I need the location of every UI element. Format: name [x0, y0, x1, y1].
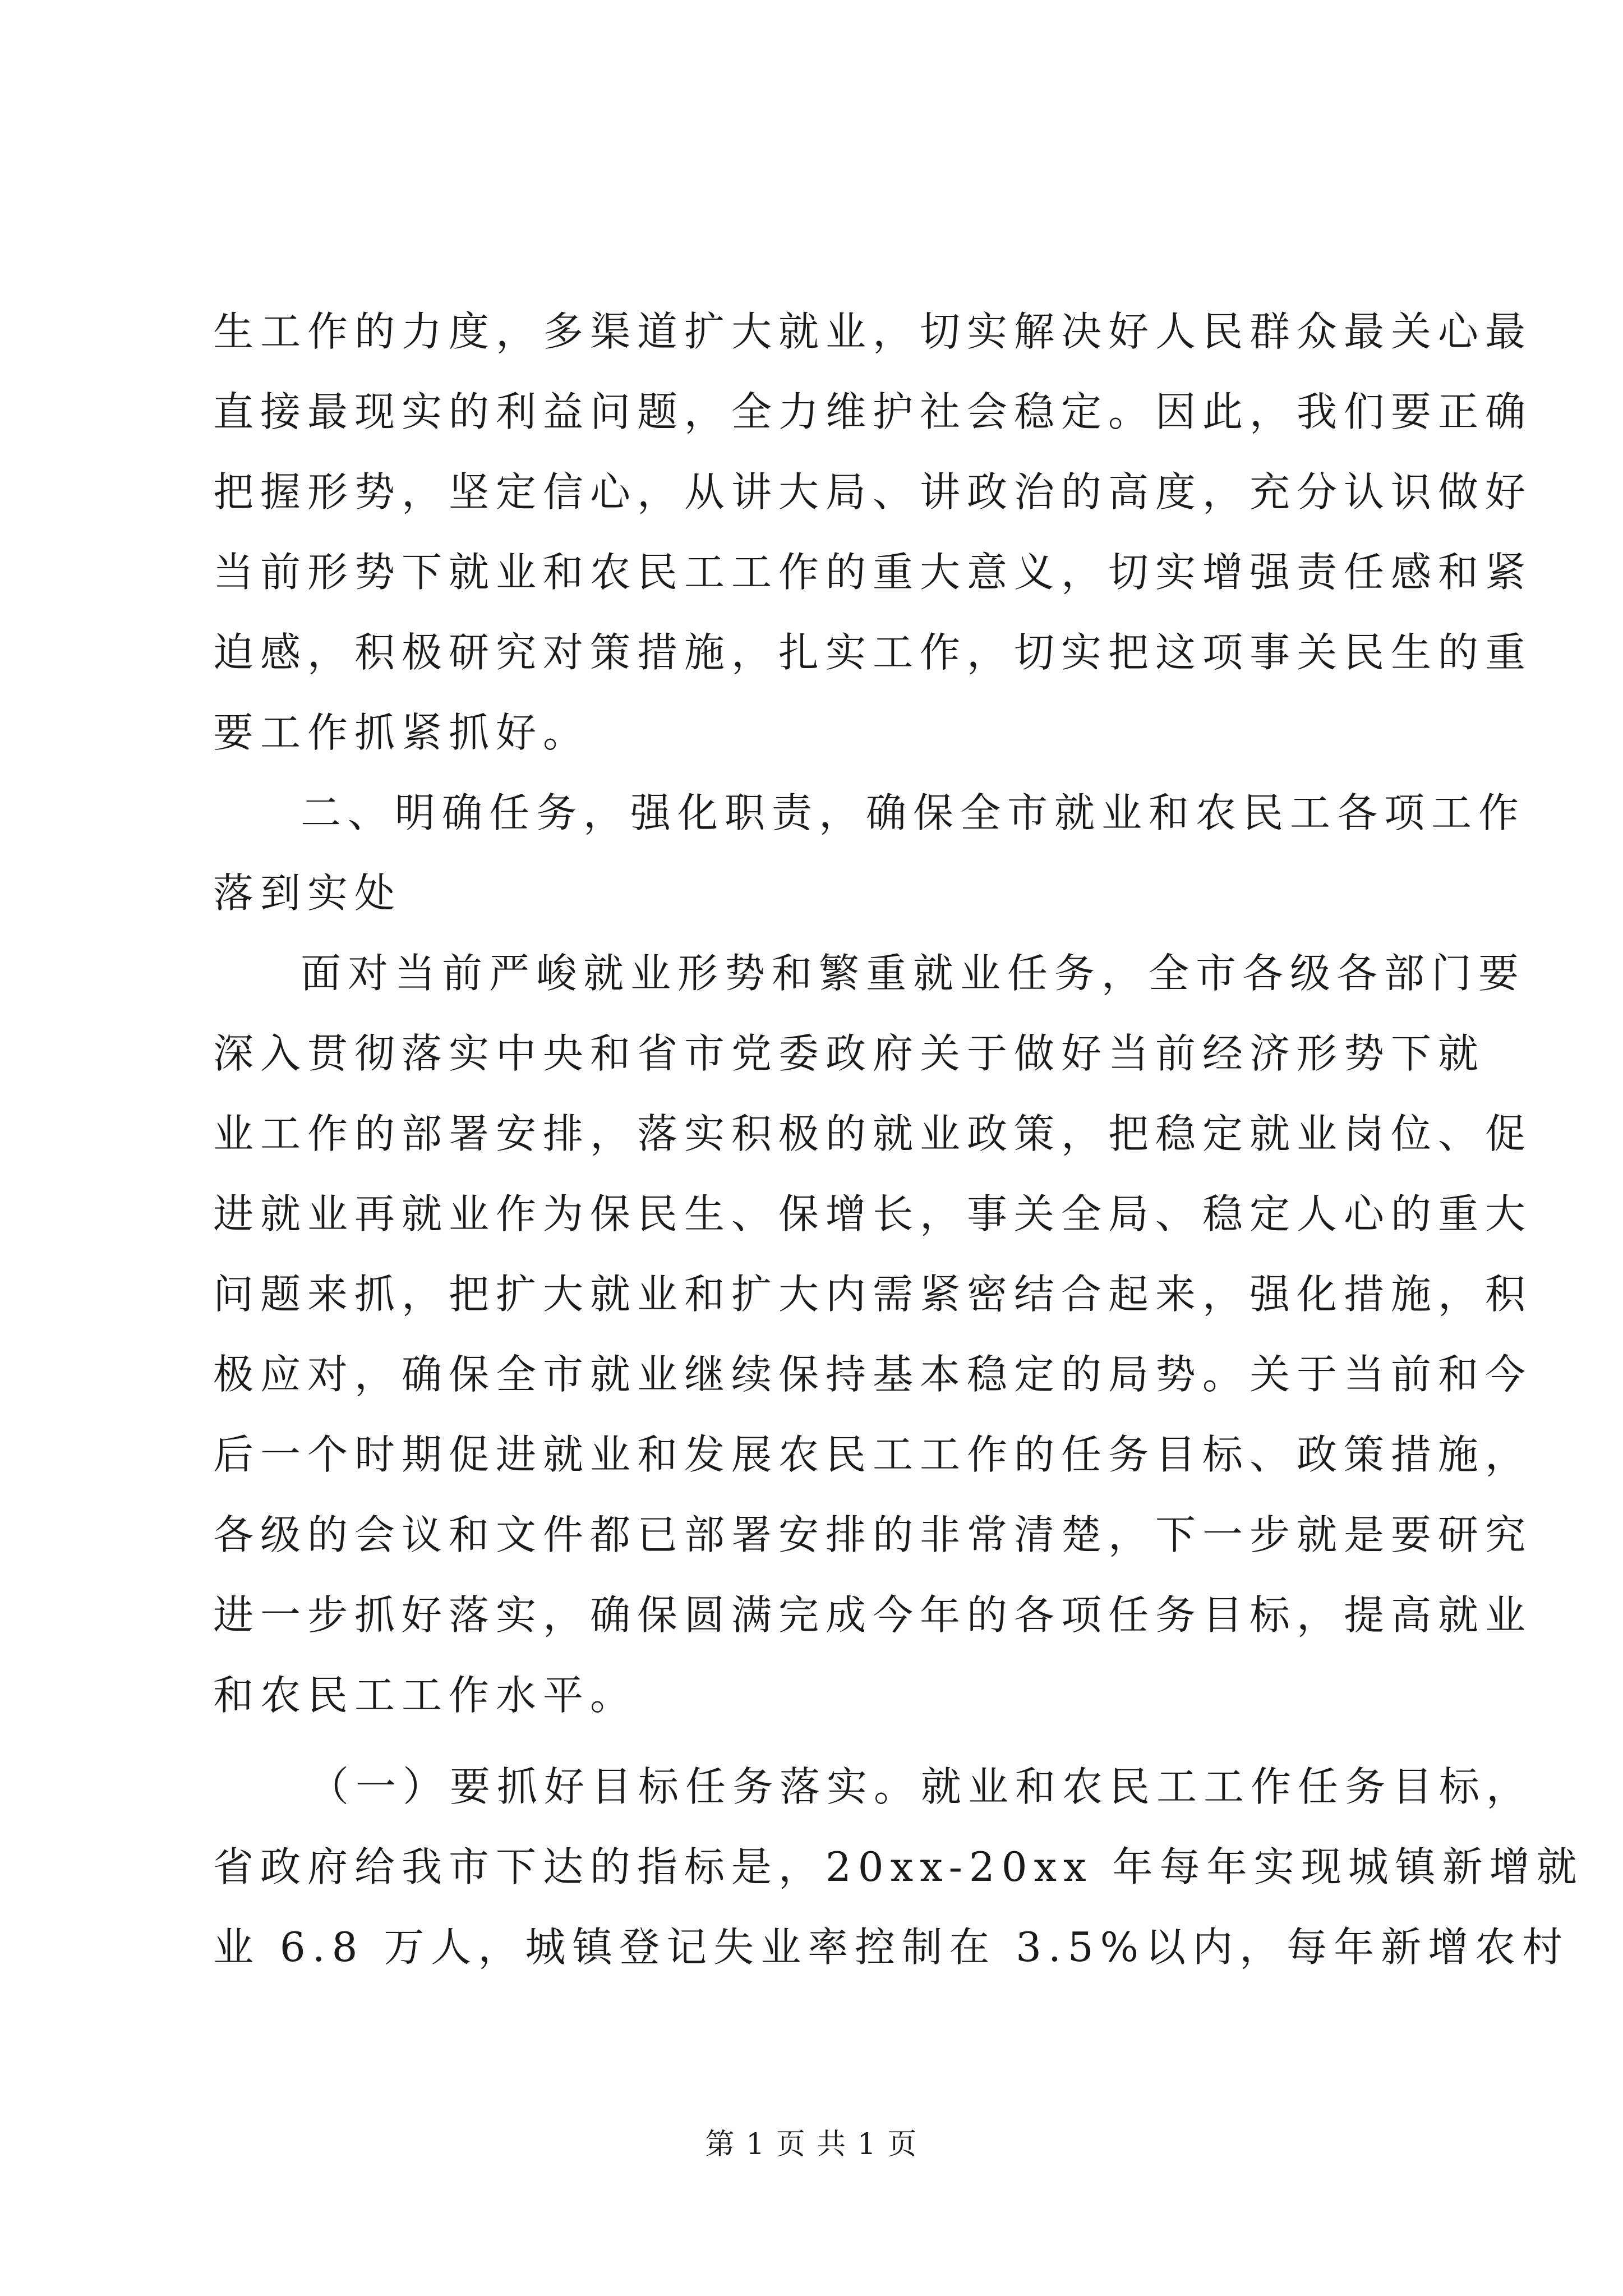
page-number-label: 第 1 页 共 1 页	[705, 2128, 918, 2161]
text-line: 直接最现实的利益问题，全力维护社会稳定。因此，我们要正确	[213, 388, 1533, 435]
text-line: 迫感，积极研究对策措施，扎实工作，切实把这项事关民生的重	[213, 629, 1533, 676]
text-line: 当前形势下就业和农民工工作的重大意义，切实增强责任感和紧	[213, 549, 1533, 596]
text-line: 业工作的部署安排，落实积极的就业政策，把稳定就业岗位、促	[213, 1110, 1533, 1157]
text-line: 和农民工工作水平。	[213, 1672, 638, 1719]
text-line: 问题来抓，把扩大就业和扩大内需紧密结合起来，强化措施，积	[213, 1271, 1533, 1318]
text-line: （一）要抓好目标任务落实。就业和农民工工作任务目标，	[308, 1763, 1534, 1810]
text-line: 省政府给我市下达的指标是，20xx-20xx 年每年实现城镇新增就	[213, 1843, 1584, 1890]
section-heading-line: 落到实处	[213, 869, 402, 917]
text-line: 把握形势，坚定信心，从讲大局、讲政治的高度，充分认识做好	[213, 468, 1533, 516]
text-line: 进一步抓好落实，确保圆满完成今年的各项任务目标，提高就业	[213, 1591, 1533, 1639]
text-line: 后一个时期促进就业和发展农民工工作的任务目标、政策措施，	[213, 1431, 1533, 1478]
text-line: 各级的会议和文件都已部署安排的非常清楚，下一步就是要研究	[213, 1511, 1533, 1558]
text-line: 进就业再就业作为保民生、保增长，事关全局、稳定人心的重大	[213, 1190, 1533, 1237]
text-line: 要工作抓紧抓好。	[213, 709, 591, 756]
page-footer	[0, 2120, 1623, 2162]
document-body	[213, 292, 1584, 1987]
text-line: 极应对，确保全市就业继续保持基本稳定的局势。关于当前和今	[213, 1351, 1533, 1398]
text-line: 生工作的力度，多渠道扩大就业，切实解决好人民群众最关心最	[213, 308, 1533, 355]
text-line: 面对当前严峻就业形势和繁重就业任务，全市各级各部门要	[301, 950, 1526, 997]
text-line: 业 6.8 万人，城镇登记失业率控制在 3.5%以内，每年新增农村	[213, 1924, 1570, 1971]
section-heading-line: 二、明确任务，强化职责，确保全市就业和农民工各项工作	[301, 789, 1526, 836]
text-line: 深入贯彻落实中央和省市党委政府关于做好当前经济形势下就	[213, 1030, 1486, 1077]
